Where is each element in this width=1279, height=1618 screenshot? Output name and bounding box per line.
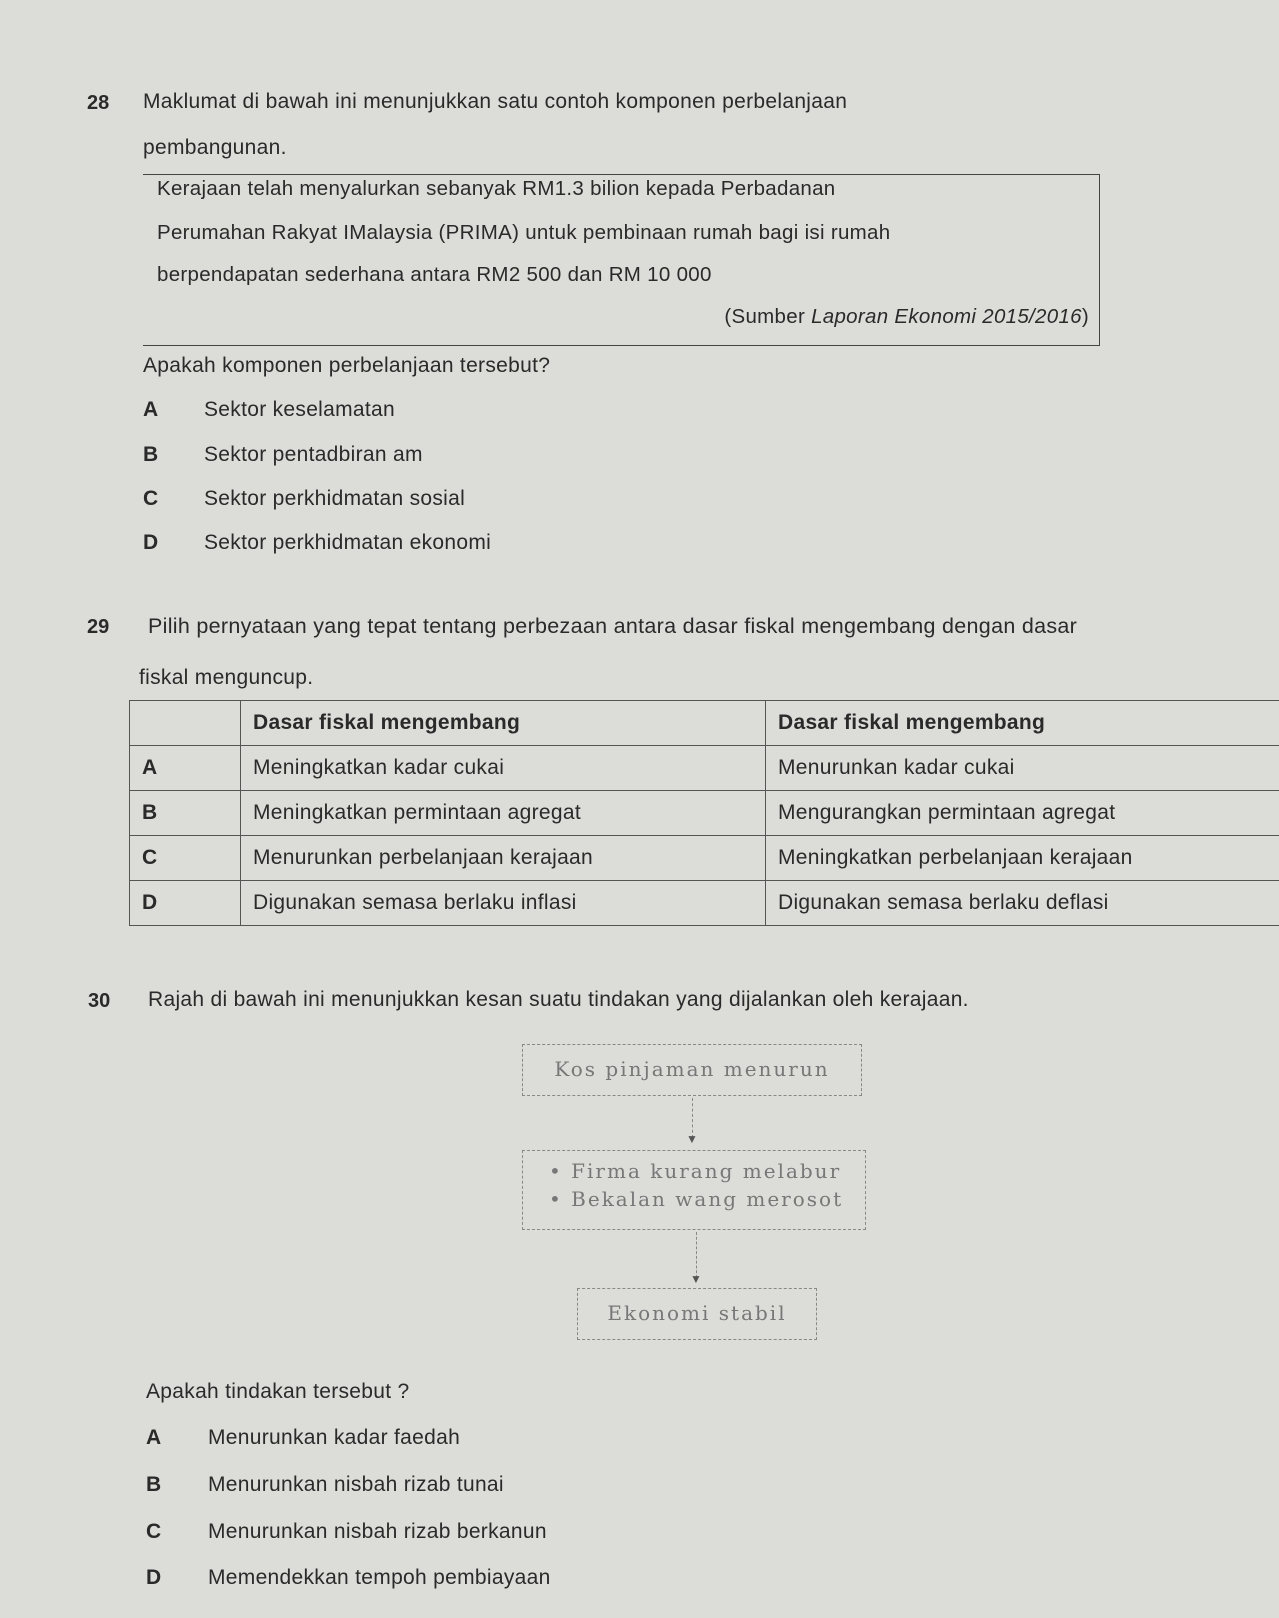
q30-stem: Rajah di bawah ini menunjukkan kesan suatu tindakan yang dijalankan oleh kerajaan. bbox=[148, 988, 969, 1011]
q30-option-text: Menurunkan kadar faedah bbox=[208, 1426, 461, 1449]
row-letter: B bbox=[130, 791, 241, 836]
q29-comparison-table bbox=[129, 700, 1279, 926]
q28-source-line1: Kerajaan telah menyalurkan sebanyak RM1.3 bilion kepada Perbadanan bbox=[157, 177, 836, 200]
flow-box-result: Ekonomi stabil bbox=[577, 1288, 817, 1340]
q28-option-letter: C bbox=[143, 487, 159, 510]
table-row[interactable] bbox=[130, 836, 1279, 881]
q30-option-text: Menurunkan nisbah rizab tunai bbox=[208, 1473, 504, 1496]
row-col2: Mengurangkan permintaan agregat bbox=[766, 791, 1279, 836]
q28-source-line3: berpendapatan sederhana antara RM2 500 dan RM 10 000 bbox=[157, 263, 712, 286]
q30-option-letter: B bbox=[146, 1473, 162, 1496]
row-col2: Meningkatkan perbelanjaan kerajaan bbox=[766, 836, 1279, 881]
table-header-empty bbox=[130, 701, 241, 746]
table-row[interactable] bbox=[130, 746, 1279, 791]
q28-option-text: Sektor pentadbiran am bbox=[204, 443, 423, 466]
q30-option-letter: A bbox=[146, 1426, 162, 1449]
row-col2: Digunakan semasa berlaku deflasi bbox=[766, 881, 1279, 926]
table-header-col1: Dasar fiskal mengembang bbox=[241, 701, 766, 746]
flow-box-effects bbox=[522, 1150, 866, 1230]
q30-option-text: Menurunkan nisbah rizab berkanun bbox=[208, 1520, 547, 1543]
q28-option-letter: A bbox=[143, 398, 159, 421]
q28-stem-line1: Maklumat di bawah ini menunjukkan satu contoh komponen perbelanjaan bbox=[143, 90, 848, 113]
q30-option-letter: C bbox=[146, 1520, 162, 1543]
table-row[interactable] bbox=[130, 791, 1279, 836]
q28-option-text: Sektor perkhidmatan ekonomi bbox=[204, 531, 492, 554]
q28-option-text: Sektor keselamatan bbox=[204, 398, 395, 421]
row-col1: Digunakan semasa berlaku inflasi bbox=[241, 881, 766, 926]
row-col1: Menurunkan perbelanjaan kerajaan bbox=[241, 836, 766, 881]
table-header-row bbox=[130, 701, 1279, 746]
q28-option-letter: D bbox=[143, 531, 159, 554]
row-col1: Meningkatkan permintaan agregat bbox=[241, 791, 766, 836]
q29-stem-line1: Pilih pernyataan yang tepat tentang perbezaan antara dasar fiskal mengembang dengan dasar bbox=[148, 614, 1078, 638]
row-col1: Meningkatkan kadar cukai bbox=[241, 746, 766, 791]
q30-question: Apakah tindakan tersebut ? bbox=[146, 1380, 410, 1403]
q29-stem-line2: fiskal menguncup. bbox=[139, 666, 314, 689]
arrow-down-icon: ▼ bbox=[690, 1272, 702, 1286]
q30-number: 30 bbox=[88, 990, 111, 1012]
row-col2: Menurunkan kadar cukai bbox=[766, 746, 1279, 791]
q28-option-letter: B bbox=[143, 443, 159, 466]
table-header-col2: Dasar fiskal mengembang bbox=[766, 701, 1279, 746]
q28-number: 28 bbox=[87, 92, 110, 114]
flow-bullet-item: • Bekalan wang merosot bbox=[549, 1187, 844, 1211]
q30-option-letter: D bbox=[146, 1566, 162, 1589]
flow-bullet-item: • Firma kurang melabur bbox=[549, 1159, 842, 1183]
row-letter: C bbox=[130, 836, 241, 881]
q28-stem-line2: pembangunan. bbox=[143, 136, 287, 159]
q29-number: 29 bbox=[87, 616, 110, 638]
row-letter: D bbox=[130, 881, 241, 926]
arrow-down-icon: ▼ bbox=[686, 1132, 698, 1146]
q30-option-text: Memendekkan tempoh pembiayaan bbox=[208, 1566, 551, 1589]
q28-option-text: Sektor perkhidmatan sosial bbox=[204, 487, 466, 510]
q28-source-line2: Perumahan Rakyat IMalaysia (PRIMA) untuk pembinaan rumah bagi isi rumah bbox=[157, 221, 891, 244]
table-row[interactable] bbox=[130, 881, 1279, 926]
q28-source-citation: (Sumber Laporan Ekonomi 2015/2016) bbox=[724, 305, 1089, 328]
q28-source-box bbox=[143, 174, 1100, 346]
row-letter: A bbox=[130, 746, 241, 791]
flow-box-cost: Kos pinjaman menurun bbox=[522, 1044, 862, 1096]
q28-question: Apakah komponen perbelanjaan tersebut? bbox=[143, 354, 551, 377]
